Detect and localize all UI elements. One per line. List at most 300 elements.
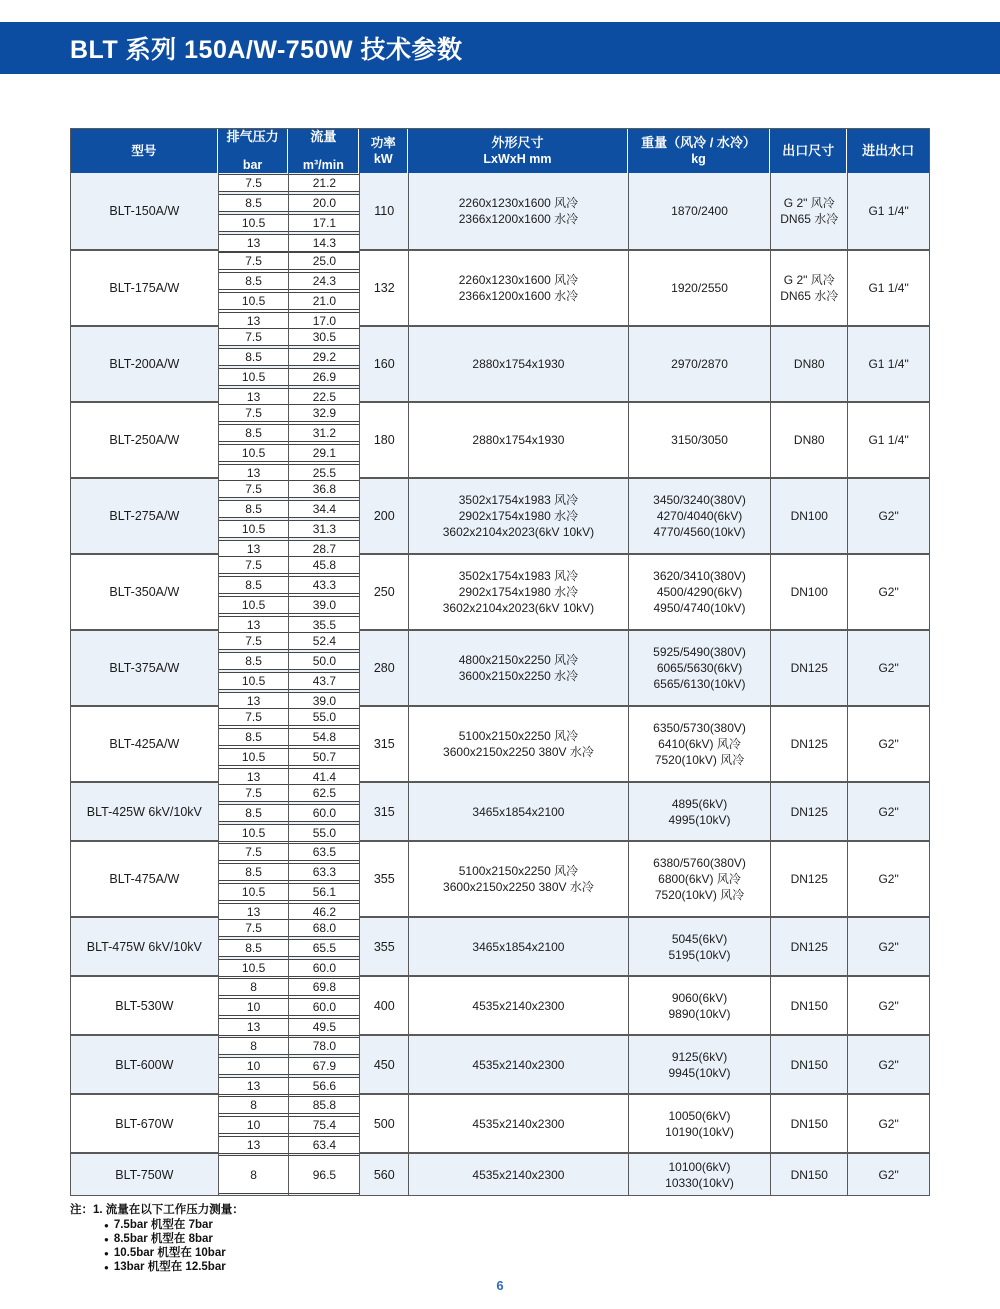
power-cell	[359, 631, 408, 705]
model-cell	[71, 1154, 218, 1195]
flow-cell	[288, 403, 359, 480]
pressure-value: 13	[219, 692, 289, 710]
flow-value: 43.7	[289, 672, 359, 690]
flow-value: 54.8	[289, 728, 359, 746]
pressure-value: 7.5	[219, 556, 289, 574]
water-port-cell	[847, 479, 929, 553]
water-port-cell	[847, 403, 929, 477]
model-name: BLT-275A/W	[109, 509, 180, 523]
flow-value: 30.5	[289, 328, 359, 346]
pressure-value: 13	[219, 1018, 289, 1036]
outlet-size-cell	[770, 327, 847, 401]
flow-value: 17.0	[289, 312, 359, 330]
outlet-size-cell	[770, 555, 847, 629]
model-cell	[71, 327, 218, 401]
pressure-cell	[218, 842, 289, 919]
model-name: BLT-425A/W	[109, 737, 180, 751]
model-cell	[71, 1036, 218, 1093]
pressure-cell	[218, 1036, 289, 1093]
weight-line: 1920/2550	[671, 281, 728, 295]
model-name: BLT-175A/W	[109, 281, 180, 295]
flow-value: 39.0	[289, 692, 359, 710]
pressure-value: 8.5	[219, 652, 289, 670]
flow-cell	[288, 707, 359, 784]
model-cell	[71, 783, 218, 840]
flow-value: 67.9	[289, 1057, 359, 1075]
flow-cell	[288, 173, 359, 249]
footnote-bullet-list	[104, 1219, 1000, 1275]
bullet-icon: ●	[104, 1234, 109, 1244]
pressure-value: 10.5	[219, 214, 289, 232]
header-unit: kg	[691, 152, 706, 166]
power-cell	[359, 783, 408, 840]
power-value: 132	[373, 281, 395, 295]
footnote-item	[104, 1247, 1000, 1261]
dimensions-cell	[408, 977, 627, 1034]
flow-cell	[288, 977, 359, 1034]
model-cell	[71, 1095, 218, 1152]
flow-value: 63.4	[289, 1136, 359, 1154]
water-port-cell	[847, 1036, 929, 1093]
pressure-value: 13	[219, 1077, 289, 1095]
flow-value: 21.2	[289, 174, 359, 192]
weight-cell	[628, 479, 771, 553]
model-name: BLT-425W 6kV/10kV	[86, 804, 202, 819]
dimensions-cell	[408, 555, 627, 629]
pressure-value: 7.5	[219, 404, 289, 422]
model-name: BLT-475A/W	[109, 872, 180, 886]
power-value: 250	[373, 585, 395, 599]
table-row	[71, 705, 929, 784]
weight-line: 6410(6kV) 风冷	[658, 737, 741, 751]
power-value: 355	[373, 872, 395, 886]
weight-cell	[628, 631, 771, 705]
weight-line: 5045(6kV)	[671, 931, 728, 946]
header-label: 排气压力	[226, 129, 279, 144]
weight-cell	[628, 918, 771, 975]
dimension-line: 3602x2104x2023(6kV 10kV)	[442, 525, 595, 539]
outlet-line: DN100	[790, 509, 828, 523]
flow-value: 63.5	[289, 843, 359, 861]
flow-value: 21.0	[289, 292, 359, 310]
outlet-size-cell	[770, 1154, 847, 1195]
power-value: 500	[373, 1116, 395, 1131]
weight-line: 9125(6kV)	[671, 1049, 728, 1064]
flow-value: 28.7	[289, 540, 359, 558]
water-port-cell	[847, 783, 929, 840]
dimensions-cell	[408, 842, 627, 916]
table-row	[71, 553, 929, 632]
weight-cell	[628, 783, 771, 840]
flow-value: 46.2	[289, 903, 359, 921]
pressure-value: 13	[219, 464, 289, 482]
pressure-value: 10.5	[219, 444, 289, 462]
weight-line: 3620/3410(380V)	[653, 569, 746, 583]
outlet-size-cell	[770, 1095, 847, 1152]
flow-value: 45.8	[289, 556, 359, 574]
flow-value: 25.5	[289, 464, 359, 482]
flow-value: 60.0	[289, 959, 359, 977]
dimensions-cell	[408, 1036, 627, 1093]
pressure-value: 8.5	[219, 424, 289, 442]
outlet-size-cell	[770, 977, 847, 1034]
weight-cell	[628, 842, 771, 916]
page-title-banner	[0, 22, 1000, 74]
model-cell	[71, 977, 218, 1034]
header-unit: m³/min	[302, 158, 344, 172]
header-label: 重量（风冷 / 水冷）	[641, 135, 756, 150]
pressure-cell	[218, 327, 289, 404]
weight-line: 4950/4740(10kV)	[653, 601, 746, 615]
water-port-value: G2"	[878, 737, 899, 751]
flow-value: 31.3	[289, 520, 359, 538]
pressure-cell	[218, 707, 289, 784]
flow-cell	[288, 327, 359, 404]
weight-cell	[628, 1095, 771, 1152]
dimension-line: 3600x2150x2250 水冷	[458, 669, 579, 683]
outlet-line: DN150	[790, 998, 828, 1013]
dimension-line: 2366x1200x1600 水冷	[458, 289, 579, 303]
water-port-value: G2"	[878, 509, 899, 523]
power-cell	[359, 707, 408, 781]
flow-value: 20.0	[289, 194, 359, 212]
pressure-value: 13	[219, 903, 289, 921]
weight-line: 1870/2400	[671, 204, 728, 218]
dimension-line: 3600x2150x2250 380V 水冷	[443, 880, 594, 894]
dimension-line: 4535x2140x2300	[472, 1167, 565, 1182]
pressure-value: 8.5	[219, 863, 289, 881]
flow-value: 49.5	[289, 1018, 359, 1036]
weight-cell	[628, 707, 771, 781]
model-name: BLT-200A/W	[109, 357, 180, 371]
flow-cell	[288, 783, 359, 840]
column-header-dims	[408, 129, 627, 173]
flow-value: 41.4	[289, 768, 359, 786]
pressure-cell	[218, 631, 289, 708]
table-row	[71, 249, 929, 328]
power-value: 180	[373, 433, 395, 447]
dimension-line: 3502x1754x1983 风冷	[458, 493, 579, 507]
dimensions-cell	[408, 479, 627, 553]
power-cell	[359, 1154, 408, 1195]
dimension-line: 3502x1754x1983 风冷	[458, 569, 579, 583]
water-port-cell	[847, 555, 929, 629]
pressure-value: 7.5	[219, 843, 289, 861]
outlet-size-cell	[770, 403, 847, 477]
model-name: BLT-250A/W	[109, 433, 180, 447]
power-cell	[359, 842, 408, 916]
weight-line: 10050(6kV)	[668, 1108, 731, 1123]
power-value: 450	[373, 1057, 395, 1072]
weight-cell	[628, 403, 771, 477]
footnotes	[70, 1204, 1000, 1274]
water-port-cell	[847, 707, 929, 781]
weight-cell	[628, 1036, 771, 1093]
water-port-value: G1 1/4"	[868, 433, 909, 447]
table-row	[71, 840, 929, 919]
header-unit: kW	[373, 152, 393, 166]
water-port-cell	[847, 173, 929, 249]
pressure-value: 10.5	[219, 672, 289, 690]
pressure-value: 8	[219, 1155, 289, 1194]
power-value: 160	[373, 357, 395, 371]
water-port-cell	[847, 977, 929, 1034]
water-port-cell	[847, 251, 929, 325]
flow-cell	[288, 1095, 359, 1152]
outlet-line: DN125	[790, 872, 828, 886]
dimension-line: 4535x2140x2300	[472, 998, 565, 1013]
power-cell	[359, 977, 408, 1034]
flow-cell	[288, 251, 359, 328]
pressure-value: 8.5	[219, 728, 289, 746]
model-name: BLT-350A/W	[109, 585, 180, 599]
power-value: 400	[373, 998, 395, 1013]
weight-line: 3150/3050	[671, 433, 728, 447]
pressure-cell	[218, 1154, 289, 1195]
model-cell	[71, 631, 218, 705]
weight-line: 9890(10kV)	[668, 1006, 731, 1021]
pressure-cell	[218, 403, 289, 480]
footnote-item	[104, 1233, 1000, 1247]
power-value: 280	[373, 661, 395, 675]
dimension-line: 4535x2140x2300	[472, 1057, 565, 1072]
model-cell	[71, 707, 218, 781]
pressure-value: 7.5	[219, 708, 289, 726]
dimension-line: 3600x2150x2250 380V 水冷	[443, 745, 594, 759]
bullet-icon: ●	[104, 1220, 109, 1230]
flow-value: 22.5	[289, 388, 359, 406]
pressure-value: 10	[219, 1057, 289, 1075]
flow-value: 32.9	[289, 404, 359, 422]
flow-value: 50.0	[289, 652, 359, 670]
outlet-size-cell	[770, 842, 847, 916]
dimension-line: 5100x2150x2250 风冷	[458, 729, 579, 743]
weight-line: 7520(10kV) 风冷	[654, 753, 745, 767]
column-header-model	[71, 129, 218, 173]
power-cell	[359, 1095, 408, 1152]
pressure-value: 13	[219, 1136, 289, 1154]
flow-cell	[288, 1154, 359, 1195]
power-cell	[359, 1036, 408, 1093]
pressure-cell	[218, 479, 289, 556]
water-port-value: G1 1/4"	[868, 357, 909, 371]
header-label: 流量	[310, 129, 337, 144]
power-cell	[359, 403, 408, 477]
pressure-cell	[218, 918, 289, 975]
pressure-value: 7.5	[219, 784, 289, 802]
flow-cell	[288, 918, 359, 975]
flow-value: 55.0	[289, 708, 359, 726]
pressure-cell	[218, 173, 289, 249]
table-row	[71, 629, 929, 708]
outlet-line: DN125	[790, 939, 828, 954]
flow-value: 62.5	[289, 784, 359, 802]
outlet-size-cell	[770, 707, 847, 781]
water-port-cell	[847, 327, 929, 401]
table-row	[71, 975, 929, 1034]
footnote-item	[104, 1261, 1000, 1275]
dimensions-cell	[408, 327, 627, 401]
water-port-cell	[847, 918, 929, 975]
pressure-value: 10.5	[219, 368, 289, 386]
pressure-value: 7.5	[219, 174, 289, 192]
outlet-line: DN150	[790, 1116, 828, 1131]
weight-line: 4895(6kV)	[671, 796, 728, 811]
footnote-text: 7.5bar 机型在 7bar	[113, 1218, 213, 1231]
dimensions-cell	[408, 403, 627, 477]
flow-value: 56.6	[289, 1077, 359, 1095]
pressure-value: 10.5	[219, 959, 289, 977]
pressure-value: 7.5	[219, 632, 289, 650]
model-cell	[71, 403, 218, 477]
water-port-value: G2"	[878, 1116, 899, 1131]
outlet-line: DN125	[790, 661, 828, 675]
model-cell	[71, 918, 218, 975]
flow-value: 69.8	[289, 978, 359, 996]
header-label: 型号	[131, 144, 157, 158]
weight-cell	[628, 251, 771, 325]
flow-value: 26.9	[289, 368, 359, 386]
water-port-cell	[847, 842, 929, 916]
flow-value: 75.4	[289, 1116, 359, 1134]
power-cell	[359, 918, 408, 975]
dimension-line: 2880x1754x1930	[472, 357, 565, 371]
table-row	[71, 1152, 929, 1195]
pressure-value: 10.5	[219, 824, 289, 842]
flow-value: 43.3	[289, 576, 359, 594]
flow-value: 29.2	[289, 348, 359, 366]
table-header-row	[71, 129, 929, 173]
weight-line: 10190(10kV)	[665, 1124, 734, 1139]
column-header-pressure	[218, 129, 289, 173]
outlet-line: DN125	[790, 804, 828, 819]
dimensions-cell	[408, 1095, 627, 1152]
model-name: BLT-475W 6kV/10kV	[86, 939, 202, 954]
dimension-line: 2902x1754x1980 水冷	[458, 585, 579, 599]
flow-value: 39.0	[289, 596, 359, 614]
pressure-value: 13	[219, 234, 289, 252]
pressure-value: 13	[219, 312, 289, 330]
weight-line: 10330(10kV)	[665, 1175, 734, 1190]
water-port-cell	[847, 631, 929, 705]
pressure-value: 8	[219, 1037, 289, 1055]
power-value: 355	[373, 939, 395, 954]
flow-value: 36.8	[289, 480, 359, 498]
water-port-value: G2"	[878, 998, 899, 1013]
flow-value: 60.0	[289, 804, 359, 822]
dimensions-cell	[408, 631, 627, 705]
power-cell	[359, 479, 408, 553]
flow-value: 52.4	[289, 632, 359, 650]
column-header-flow	[288, 129, 359, 173]
water-port-value: G2"	[878, 1167, 899, 1182]
column-header-water	[847, 129, 929, 173]
weight-cell	[628, 173, 771, 249]
pressure-value: 8.5	[219, 348, 289, 366]
dimension-line: 4800x2150x2250 风冷	[458, 653, 579, 667]
pressure-value: 8.5	[219, 804, 289, 822]
outlet-line: DN80	[793, 357, 825, 371]
water-port-value: G2"	[878, 804, 899, 819]
spec-table	[70, 128, 930, 1196]
flow-value: 29.1	[289, 444, 359, 462]
flow-cell	[288, 1036, 359, 1093]
water-port-value: G2"	[878, 939, 899, 954]
flow-cell	[288, 631, 359, 708]
flow-value: 24.3	[289, 272, 359, 290]
pressure-cell	[218, 555, 289, 632]
pressure-value: 8.5	[219, 500, 289, 518]
weight-cell	[628, 1154, 771, 1195]
water-port-value: G1 1/4"	[868, 281, 909, 295]
pressure-value: 8	[219, 1096, 289, 1114]
table-row	[71, 401, 929, 480]
weight-line: 6800(6kV) 风冷	[658, 872, 741, 886]
flow-value: 56.1	[289, 883, 359, 901]
pressure-value: 8.5	[219, 939, 289, 957]
model-name: BLT-530W	[115, 998, 174, 1013]
flow-value: 34.4	[289, 500, 359, 518]
dimensions-cell	[408, 783, 627, 840]
dimensions-cell	[408, 1154, 627, 1195]
pressure-value: 10.5	[219, 292, 289, 310]
dimension-line: 3465x1854x2100	[472, 939, 565, 954]
weight-line: 6565/6130(10kV)	[653, 677, 746, 691]
weight-cell	[628, 555, 771, 629]
model-name: BLT-600W	[115, 1057, 174, 1072]
outlet-size-cell	[770, 251, 847, 325]
flow-value: 14.3	[289, 234, 359, 252]
pressure-cell	[218, 977, 289, 1034]
power-value: 200	[373, 509, 395, 523]
model-name: BLT-375A/W	[109, 661, 180, 675]
pressure-value: 10.5	[219, 596, 289, 614]
weight-line: 4995(10kV)	[668, 812, 731, 827]
dimensions-cell	[408, 173, 627, 249]
footnote-text: 13bar 机型在 12.5bar	[113, 1260, 226, 1273]
pressure-value: 8.5	[219, 194, 289, 212]
dimension-line: 3465x1854x2100	[472, 804, 565, 819]
power-value: 315	[373, 737, 395, 751]
pressure-value: 8	[219, 978, 289, 996]
page-number: 6	[496, 1278, 504, 1293]
table-row	[71, 1093, 929, 1152]
outlet-line: DN65 水冷	[780, 289, 839, 303]
outlet-line: G 2" 风冷	[783, 273, 835, 287]
power-value: 560	[373, 1167, 395, 1182]
model-name: BLT-150A/W	[109, 204, 180, 218]
pressure-value: 10	[219, 998, 289, 1016]
footnote-item	[104, 1219, 1000, 1233]
header-label: 外形尺寸	[491, 135, 544, 150]
model-cell	[71, 251, 218, 325]
pressure-value: 7.5	[219, 252, 289, 270]
dimension-line: 3602x2104x2023(6kV 10kV)	[442, 601, 595, 615]
outlet-line: DN150	[790, 1167, 828, 1182]
flow-value: 31.2	[289, 424, 359, 442]
bullet-icon: ●	[104, 1248, 109, 1258]
weight-line: 3450/3240(380V)	[653, 493, 746, 507]
model-name: BLT-750W	[115, 1167, 174, 1182]
power-cell	[359, 173, 408, 249]
flow-value: 65.5	[289, 939, 359, 957]
table-row	[71, 477, 929, 556]
pressure-value: 7.5	[219, 919, 289, 937]
pressure-value: 13	[219, 388, 289, 406]
pressure-value: 10.5	[219, 883, 289, 901]
dimension-line: 2260x1230x1600 风冷	[458, 273, 579, 287]
pressure-cell	[218, 251, 289, 328]
